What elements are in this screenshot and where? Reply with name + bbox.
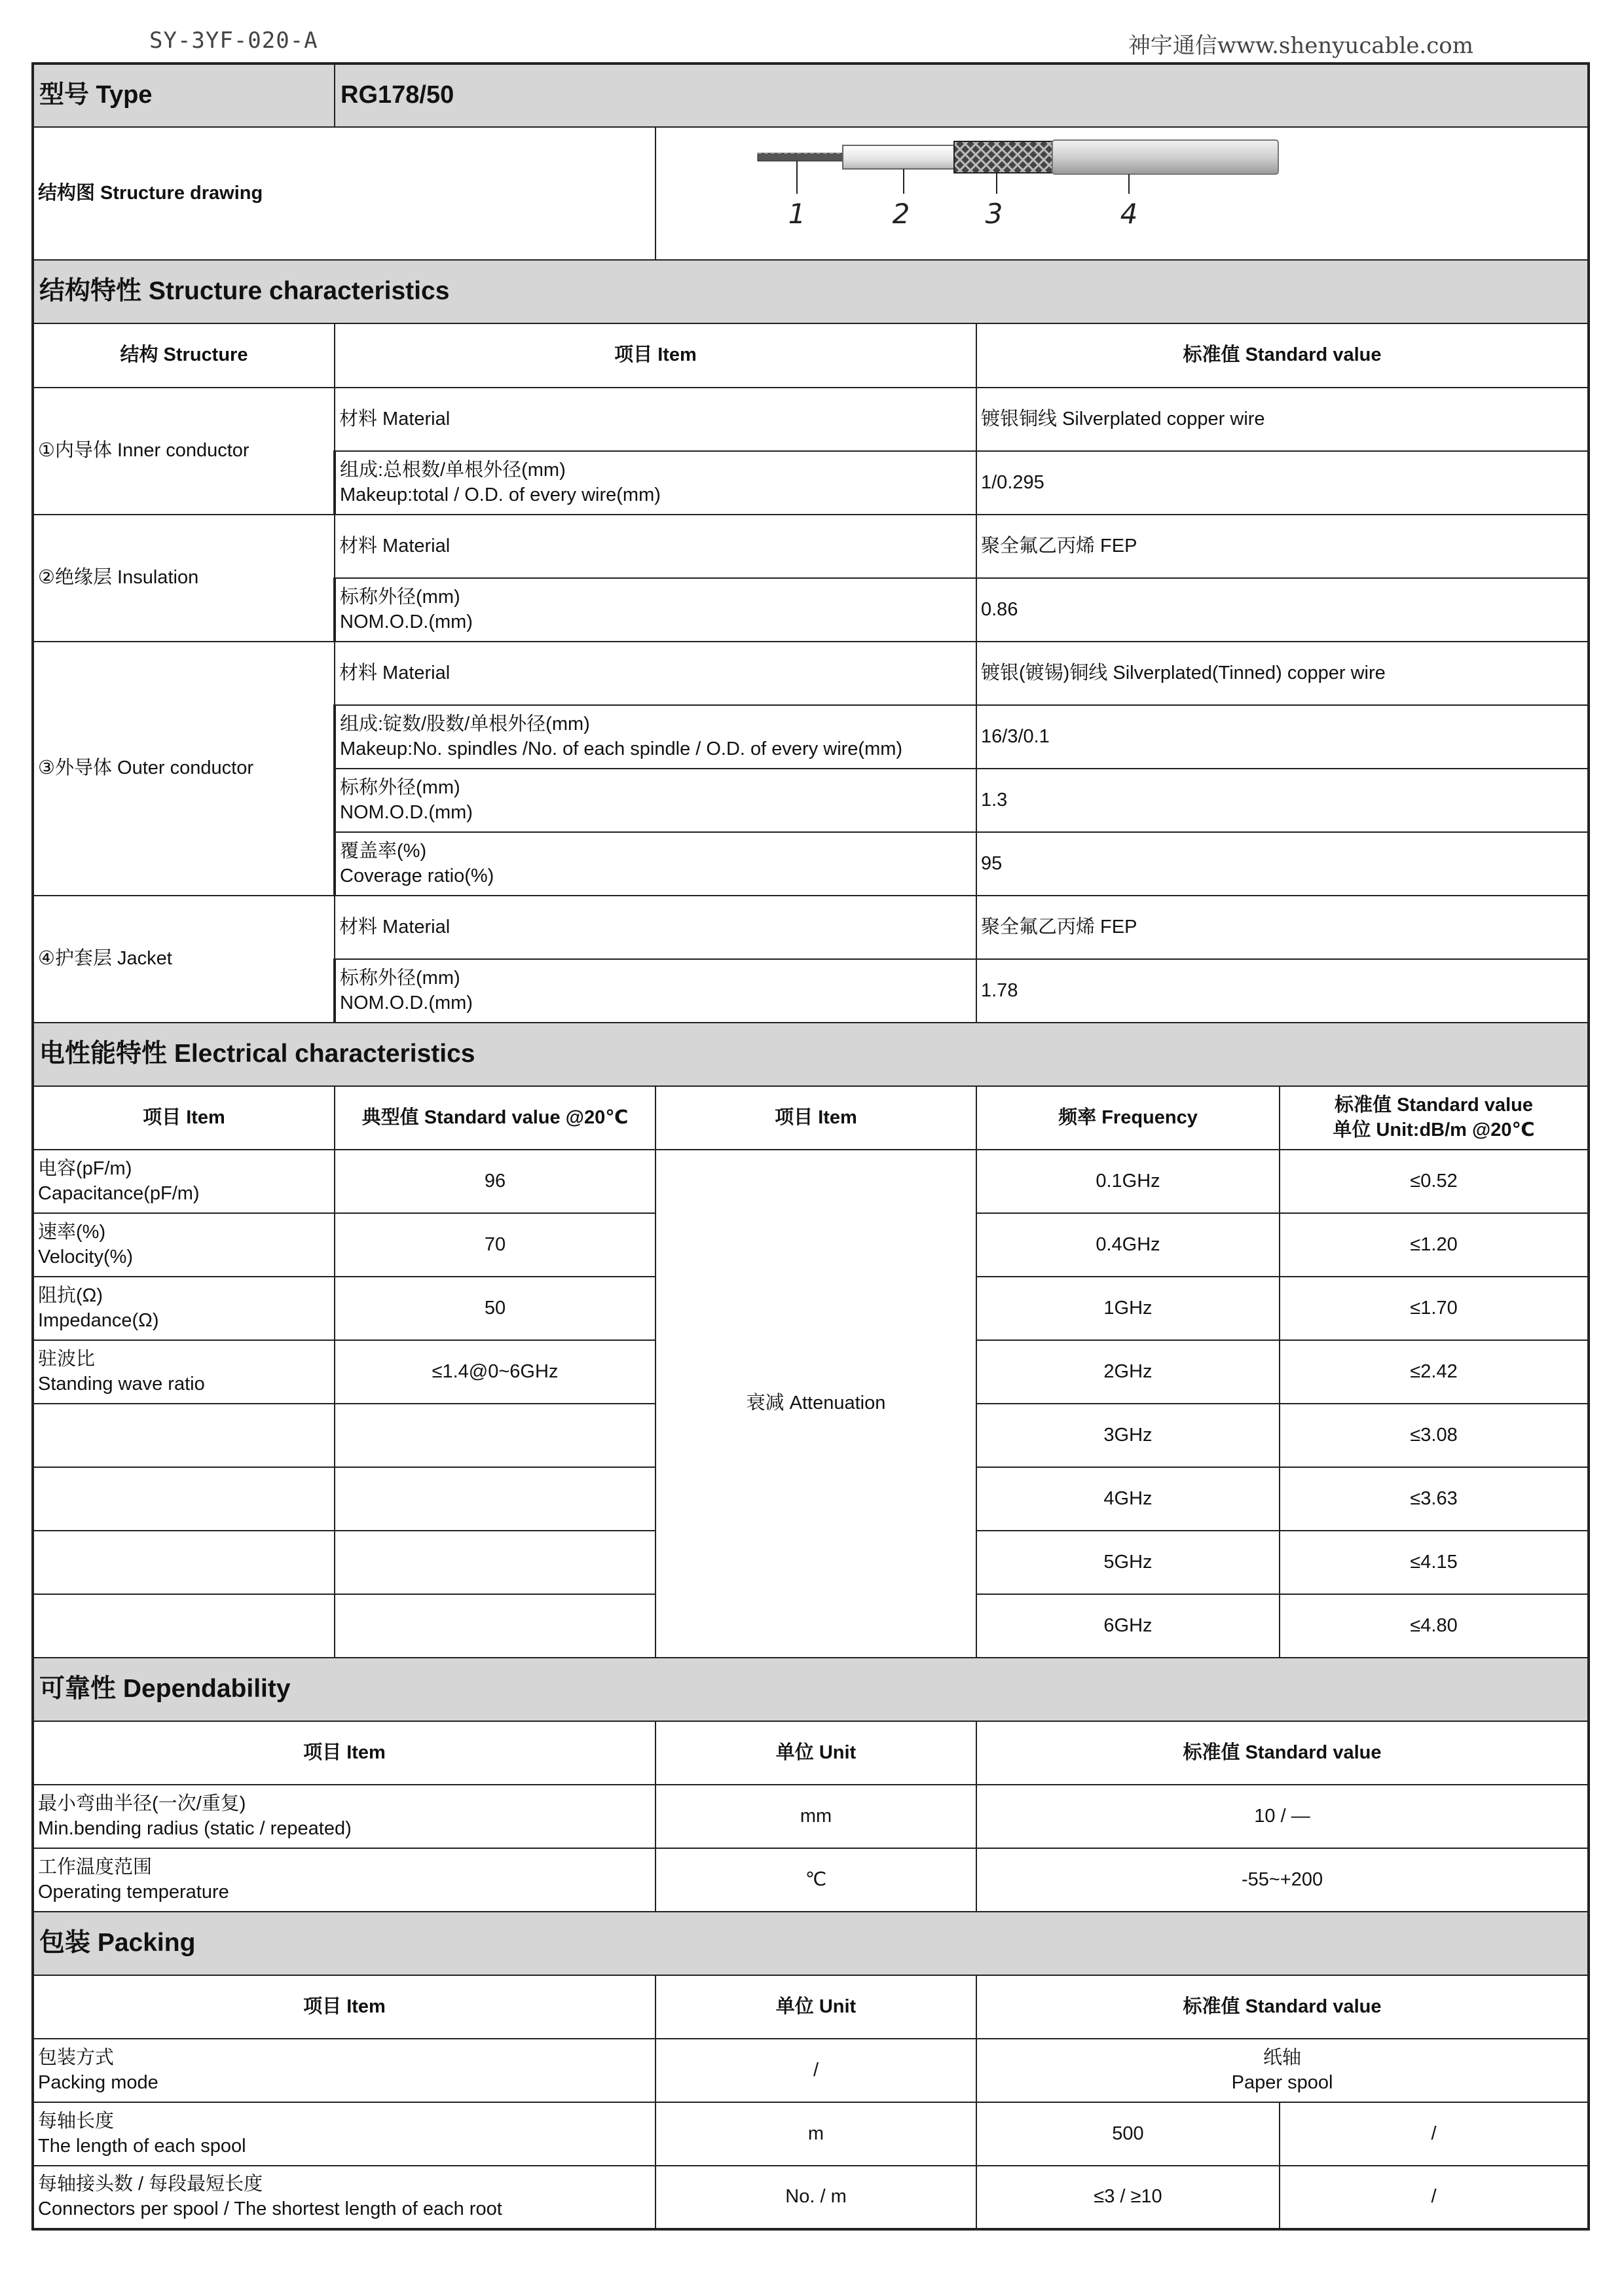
attenuation-value: ≤0.52	[1280, 1150, 1589, 1213]
header-standard-value: 标准值 Standard value	[976, 1975, 1589, 2039]
table-row	[33, 515, 1589, 578]
row-value-2: /	[1280, 2102, 1589, 2166]
empty-cell	[33, 1404, 335, 1467]
table-row	[33, 388, 1589, 451]
attenuation-value: ≤4.15	[1280, 1531, 1589, 1594]
row-value: 16/3/0.1	[976, 705, 1589, 769]
header-standard-value: 标准值 Standard value	[976, 323, 1589, 388]
type-row	[33, 64, 1589, 127]
empty-cell	[33, 1531, 335, 1594]
frequency-cell: 2GHz	[976, 1340, 1280, 1404]
row-item: 最小弯曲半径(一次/重复) Min.bending radius (static / repeated)	[33, 1785, 655, 1848]
table-row	[33, 896, 1589, 959]
cable-spec-table	[31, 62, 1590, 2231]
row-item: 组成:锭数/股数/单根外径(mm) Makeup:No. spindles /No. of each spindle / O.D. of every wire(mm)	[335, 705, 976, 769]
frequency-cell: 3GHz	[976, 1404, 1280, 1467]
row-item: 标称外径(mm) NOM.O.D.(mm)	[335, 578, 976, 642]
header-item: 项目 Item	[33, 1086, 335, 1150]
callout-1: 1	[788, 197, 806, 230]
jacket-shape	[1052, 140, 1278, 174]
row-value: ≤3 / ≥10	[976, 2166, 1280, 2229]
callout-4: 4	[1120, 197, 1138, 230]
section-electrical-title: 电性能特性 Electrical characteristics	[33, 1023, 1589, 1086]
outer-conductor-shape	[954, 141, 1052, 173]
attenuation-value: ≤3.63	[1280, 1467, 1589, 1531]
header-unit: 单位 Unit	[655, 1975, 976, 2039]
header-structure: 结构 Structure	[33, 323, 335, 388]
table-row	[33, 642, 1589, 705]
row-value: 500	[976, 2102, 1280, 2166]
frequency-cell: 0.1GHz	[976, 1150, 1280, 1213]
row-value-2: /	[1280, 2166, 1589, 2229]
inner-conductor-label: ①内导体 Inner conductor	[33, 388, 335, 515]
table-row	[33, 2166, 1589, 2229]
row-value: -55~+200	[976, 1848, 1589, 1912]
param-value: ≤1.4@0~6GHz	[335, 1340, 655, 1404]
electrical-header-row	[33, 1086, 1589, 1150]
row-unit: mm	[655, 1785, 976, 1848]
row-value: 聚全氟乙丙烯 FEP	[976, 896, 1589, 959]
param-label: 驻波比 Standing wave ratio	[33, 1340, 335, 1404]
jacket-label: ④护套层 Jacket	[33, 896, 335, 1023]
row-item: 标称外径(mm) NOM.O.D.(mm)	[335, 959, 976, 1023]
header-item: 项目 Item	[335, 323, 976, 388]
cable-cross-section-drawing	[656, 128, 1586, 259]
table-row	[33, 1150, 1589, 1213]
row-unit: No. / m	[655, 2166, 976, 2229]
row-value: 聚全氟乙丙烯 FEP	[976, 515, 1589, 578]
row-item: 每轴接头数 / 每段最短长度 Connectors per spool / The shortest length of each root	[33, 2166, 655, 2229]
row-value: 1.3	[976, 769, 1589, 832]
row-item: 每轴长度 The length of each spool	[33, 2102, 655, 2166]
header-item: 项目 Item	[33, 1721, 655, 1785]
frequency-cell: 1GHz	[976, 1277, 1280, 1340]
row-value: 10 / —	[976, 1785, 1589, 1848]
empty-cell	[33, 1467, 335, 1531]
section-structure-title: 结构特性 Structure characteristics	[33, 260, 1589, 323]
table-row	[33, 1848, 1589, 1912]
row-value: 95	[976, 832, 1589, 896]
row-item: 材料 Material	[335, 642, 976, 705]
inner-conductor-shape	[758, 153, 843, 161]
empty-cell	[335, 1531, 655, 1594]
row-unit: ℃	[655, 1848, 976, 1912]
attenuation-value: ≤4.80	[1280, 1594, 1589, 1658]
row-item: 材料 Material	[335, 515, 976, 578]
table-row	[33, 1785, 1589, 1848]
section-structure	[33, 260, 1589, 323]
row-unit: /	[655, 2039, 976, 2102]
structure-header-row	[33, 323, 1589, 388]
structure-drawing-cell	[655, 127, 1589, 260]
type-value: RG178/50	[335, 64, 1589, 127]
row-item: 包装方式 Packing mode	[33, 2039, 655, 2102]
section-packing-title: 包装 Packing	[33, 1912, 1589, 1975]
header-standard-value: 标准值 Standard value	[976, 1721, 1589, 1785]
company-website: 神宇通信www.shenyucable.com	[1128, 33, 1473, 59]
row-item: 材料 Material	[335, 896, 976, 959]
packing-header-row	[33, 1975, 1589, 2039]
type-label: 型号 Type	[33, 64, 335, 127]
row-item: 标称外径(mm) NOM.O.D.(mm)	[335, 769, 976, 832]
frequency-cell: 5GHz	[976, 1531, 1280, 1594]
row-item: 组成:总根数/单根外径(mm) Makeup:total / O.D. of every wire(mm)	[335, 451, 976, 515]
row-unit: m	[655, 2102, 976, 2166]
param-value: 96	[335, 1150, 655, 1213]
empty-cell	[33, 1594, 335, 1658]
dependability-header-row	[33, 1721, 1589, 1785]
row-value: 1.78	[976, 959, 1589, 1023]
section-packing	[33, 1912, 1589, 1975]
frequency-cell: 6GHz	[976, 1594, 1280, 1658]
row-value: 镀银铜线 Silverplated copper wire	[976, 388, 1589, 451]
row-value: 1/0.295	[976, 451, 1589, 515]
param-label: 速率(%) Velocity(%)	[33, 1213, 335, 1277]
header-item-2: 项目 Item	[655, 1086, 976, 1150]
row-value: 镀银(镀锡)铜线 Silverplated(Tinned) copper wire	[976, 642, 1589, 705]
callout-2: 2	[892, 197, 910, 230]
attenuation-value: ≤2.42	[1280, 1340, 1589, 1404]
header-unit: 单位 Unit	[655, 1721, 976, 1785]
frequency-cell: 0.4GHz	[976, 1213, 1280, 1277]
attenuation-value: ≤1.70	[1280, 1277, 1589, 1340]
row-item: 工作温度范围 Operating temperature	[33, 1848, 655, 1912]
structure-drawing-label: 结构图 Structure drawing	[33, 127, 655, 260]
structure-drawing-row	[33, 127, 1589, 260]
header-frequency: 频率 Frequency	[976, 1086, 1280, 1150]
header-standard-value-unit: 标准值 Standard value 单位 Unit:dB/m @20℃	[1280, 1086, 1589, 1150]
header-item: 项目 Item	[33, 1975, 655, 2039]
param-label: 电容(pF/m) Capacitance(pF/m)	[33, 1150, 335, 1213]
empty-cell	[335, 1594, 655, 1658]
empty-cell	[335, 1404, 655, 1467]
section-electrical	[33, 1023, 1589, 1086]
table-row	[33, 2102, 1589, 2166]
param-value: 50	[335, 1277, 655, 1340]
insulation-label: ②绝缘层 Insulation	[33, 515, 335, 642]
row-value: 0.86	[976, 578, 1589, 642]
param-value: 70	[335, 1213, 655, 1277]
frequency-cell: 4GHz	[976, 1467, 1280, 1531]
attenuation-value: ≤1.20	[1280, 1213, 1589, 1277]
table-row	[33, 2039, 1589, 2102]
header-typical-value: 典型值 Standard value @20℃	[335, 1086, 655, 1150]
section-dependability-title: 可靠性 Dependability	[33, 1658, 1589, 1721]
callout-3: 3	[985, 197, 1003, 230]
section-dependability	[33, 1658, 1589, 1721]
row-value: 纸轴 Paper spool	[976, 2039, 1589, 2102]
row-item: 覆盖率(%) Coverage ratio(%)	[335, 832, 976, 896]
document-code: SY-3YF-020-A	[149, 27, 318, 54]
empty-cell	[335, 1467, 655, 1531]
row-item: 材料 Material	[335, 388, 976, 451]
outer-conductor-label: ③外导体 Outer conductor	[33, 642, 335, 896]
insulation-shape	[843, 145, 954, 169]
attenuation-label: 衰减 Attenuation	[655, 1150, 976, 1658]
attenuation-value: ≤3.08	[1280, 1404, 1589, 1467]
param-label: 阻抗(Ω) Impedance(Ω)	[33, 1277, 335, 1340]
